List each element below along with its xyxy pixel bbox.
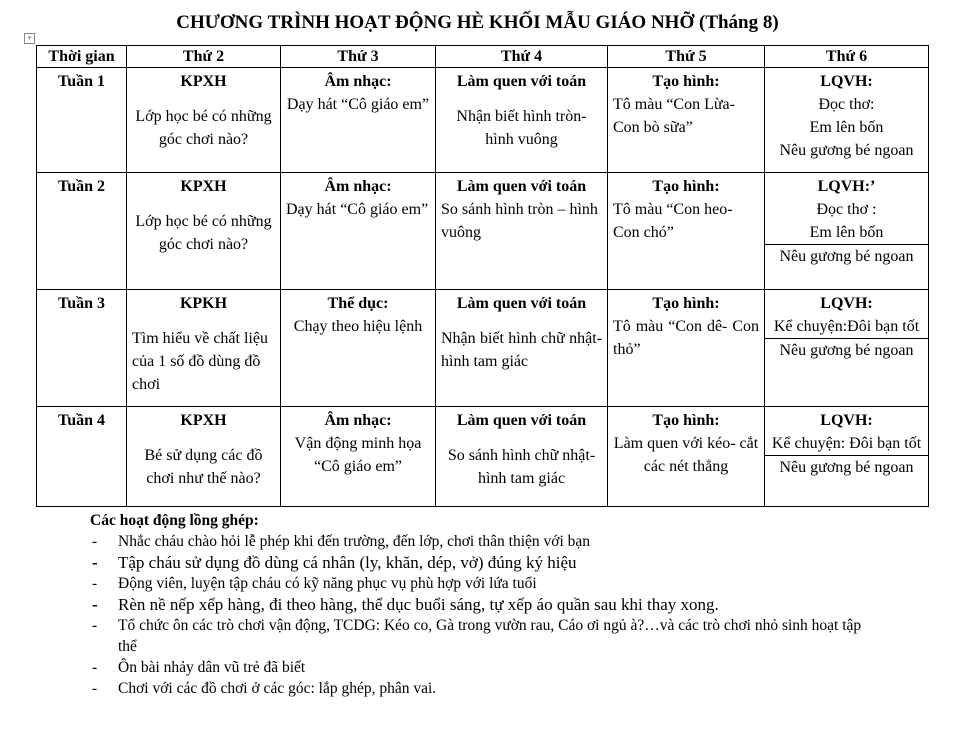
activity-text: Chạy theo hiệu lệnh [293,318,423,335]
friday-cell [765,173,929,290]
subject-label: Làm quen với toán [456,178,587,195]
friday-cell [765,290,929,407]
subject-label: Âm nhạc: [324,178,392,195]
monday-cell [127,173,281,290]
activity-text: Tô màu “Con heo- Con chó” [613,201,733,241]
week-label: Tuần 4 [37,407,127,507]
table-row [37,290,929,407]
activity-text: Tô màu “Con Lừa- Con bò sữa” [613,96,735,136]
monday-cell [127,290,281,407]
activity-text: Tô màu “Con dê- Con thỏ” [613,318,759,358]
list-item: - Chơi với các đồ chơi ở các góc: lắp ghép, phân vai. [90,678,870,699]
activity-text: Kể chuyện:Đôi bạn tốt [773,318,920,335]
subject-label: KPXH [180,178,227,195]
schedule-table [36,45,929,507]
thursday-cell [608,173,765,290]
activity-text: So sánh hình chữ nhật- hình tam giác [447,447,596,487]
header-friday: Thứ 6 [765,46,929,68]
thursday-cell [608,407,765,507]
activity-text: Tìm hiểu về chất liệu của 1 số đồ dùng đồ chơi [132,330,268,393]
tuesday-cell [281,68,436,173]
wednesday-cell [436,407,608,507]
table-header-row [37,46,929,68]
tuesday-cell [281,290,436,407]
thursday-cell [608,68,765,173]
tuesday-cell [281,407,436,507]
table-move-handle-icon[interactable]: + [24,33,35,44]
integrated-activities [90,510,870,699]
week-label: Tuần 3 [37,290,127,407]
list-item: - Ôn bài nhảy dân vũ trẻ đã biết [90,657,870,678]
praise-text: Nêu gương bé ngoan [765,244,928,268]
subject-label: Làm quen với toán [456,73,587,90]
subject-label: Âm nhạc: [324,412,392,429]
activity-text: Nhận biết hình chữ nhật- hình tam giác [441,330,602,370]
activity-text: Kể chuyện: Đôi bạn tốt [771,435,922,452]
header-thursday: Thứ 5 [608,46,765,68]
activity-text: Đọc thơ: [818,96,875,113]
wednesday-cell [436,173,608,290]
week-label: Tuần 1 [37,68,127,173]
subject-label: Tạo hình: [652,295,720,312]
subject-label: LQVH: [820,295,873,312]
subject-label: Tạo hình: [652,73,720,90]
header-wednesday: Thứ 4 [436,46,608,68]
activity-text: Làm quen với kéo- cắt các nét thẳng [613,435,759,475]
activity-text: Em lên bốn [809,224,884,241]
header-time: Thời gian [37,46,127,68]
subject-label: Tạo hình: [652,178,720,195]
praise-text: Nêu gương bé ngoan [765,455,928,479]
subject-label: Tạo hình: [652,412,720,429]
subject-label: LQVH: [820,412,873,429]
wednesday-cell [436,290,608,407]
subject-label: KPXH [180,73,227,90]
list-item: - Rèn nề nếp xếp hàng, đi theo hàng, thể dục buổi sáng, tự xếp áo quần sau khi thay xong. [90,594,870,615]
subject-label: Làm quen với toán [456,412,587,429]
list-item: - Động viên, luyện tập cháu có kỹ năng phục vụ phù hợp với lứa tuổi [90,573,870,594]
activity-text: Lớp học bé có những góc chơi nào? [135,108,272,148]
activity-text: Nhận biết hình tròn- hình vuông [456,108,587,148]
table-row [37,68,929,173]
header-tuesday: Thứ 3 [281,46,436,68]
list-item: - Nhắc cháu chào hỏi lễ phép khi đến trường, đến lớp, chơi thân thiện với bạn [90,531,870,552]
activity-text: Em lên bốn [809,119,884,136]
list-item: - Tổ chức ôn các trò chơi vận động, TCDG: Kéo co, Gà trong vườn rau, Cáo ơi ngủ à?…và các trò chơi nhỏ sinh hoạt tập thể [90,615,870,657]
table-row [37,173,929,290]
praise-text: Nêu gương bé ngoan [779,142,914,159]
activity-text: Dạy hát “Cô giáo em” [286,96,430,113]
thursday-cell [608,290,765,407]
document-title: CHƯƠNG TRÌNH HOẠT ĐỘNG HÈ KHỐI MẪU GIÁO NHỠ (Tháng 8) [176,12,779,33]
tuesday-cell [281,173,436,290]
activity-text: Bé sử dụng các đồ chơi như thế nào? [144,447,263,487]
week-label: Tuần 2 [37,173,127,290]
wednesday-cell [436,68,608,173]
notes-title: Các hoạt động lồng ghép: [90,512,259,529]
header-monday: Thứ 2 [127,46,281,68]
monday-cell [127,407,281,507]
subject-label: LQVH: [820,73,873,90]
friday-cell [765,407,929,507]
subject-label: Làm quen với toán [456,295,587,312]
activity-text: Đọc thơ : [816,201,877,218]
table-row [37,407,929,507]
subject-label: Âm nhạc: [324,73,392,90]
monday-cell [127,68,281,173]
activity-text: Vận động minh họa “Cô giáo em” [294,435,422,475]
praise-text: Nêu gương bé ngoan [765,338,928,362]
activity-text: Dạy hát “Cô giáo em” [286,201,429,218]
subject-label: LQVH:’ [817,178,876,195]
subject-label: KPXH [180,412,227,429]
list-item: - Tập cháu sử dụng đồ dùng cá nhân (ly, khăn, dép, vở) đúng ký hiệu [90,552,870,573]
subject-label: KPKH [179,295,228,312]
notes-list [90,531,870,699]
subject-label: Thể dục: [327,295,389,312]
activity-text: Lớp học bé có những góc chơi nào? [135,213,272,253]
activity-text: So sánh hình tròn – hình vuông [441,201,598,241]
friday-cell [765,68,929,173]
